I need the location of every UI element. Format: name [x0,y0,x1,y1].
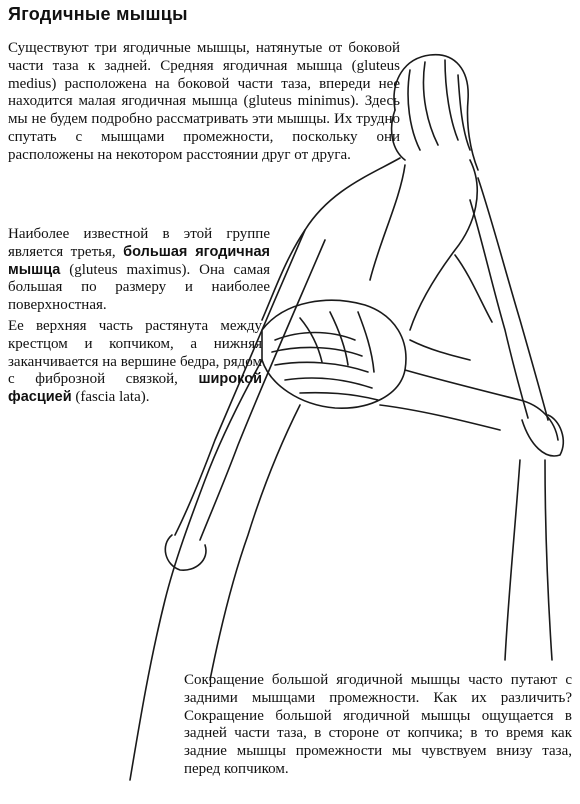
bottom-note-paragraph: Сокращение большой ягодичной мышцы часто путают с задними мышцами промежности. Как их различить? Сокращение большой ягодичной мышцы ощущается в задней части таза, в стороне от копчика; в то время как задние мышцы промежности мы чувствуем внизу таза, перед копчиком. [184,672,572,777]
page-title: Ягодичные мышцы [8,4,188,24]
paragraph-text: (gluteus maximus). Она самая большая по размеру и наиболее поверхностная. [8,261,270,314]
intro-paragraph: Существуют три ягодичные мышцы, натянутые от боковой части таза к задней. Средняя ягодичная мышца (gluteus medius) расположена на боковой части таза, впереди нее находится малая ягодичная мышца (gluteus minimus). Здесь мы не будем подробно рассматривать эти мышцы. Их трудно спутать с мышцами промежности, поскольку они расположены на некотором расстоянии друг от друга. [8,40,400,163]
hair-lines [392,55,478,170]
bold-term-fascia-lata: широкой фасцией [8,371,262,406]
attachment-paragraph [8,318,262,407]
right-arm-outline [470,178,563,456]
paragraph-text: (fascia lata). [71,389,150,406]
gluteus-maximus-paragraph [8,226,270,315]
gluteus-muscle [262,300,406,408]
bold-term-gluteus-maximus: большая ягодичная мышца [8,243,270,278]
paragraph-text: Ее верхняя часть растянута между крестцом и копчиком, а нижняя заканчивается на вершине бедра, рядом с фиброзной связкой, [8,318,262,388]
paragraph-text: Наиболее известной в этой группе является третья, [8,226,270,260]
